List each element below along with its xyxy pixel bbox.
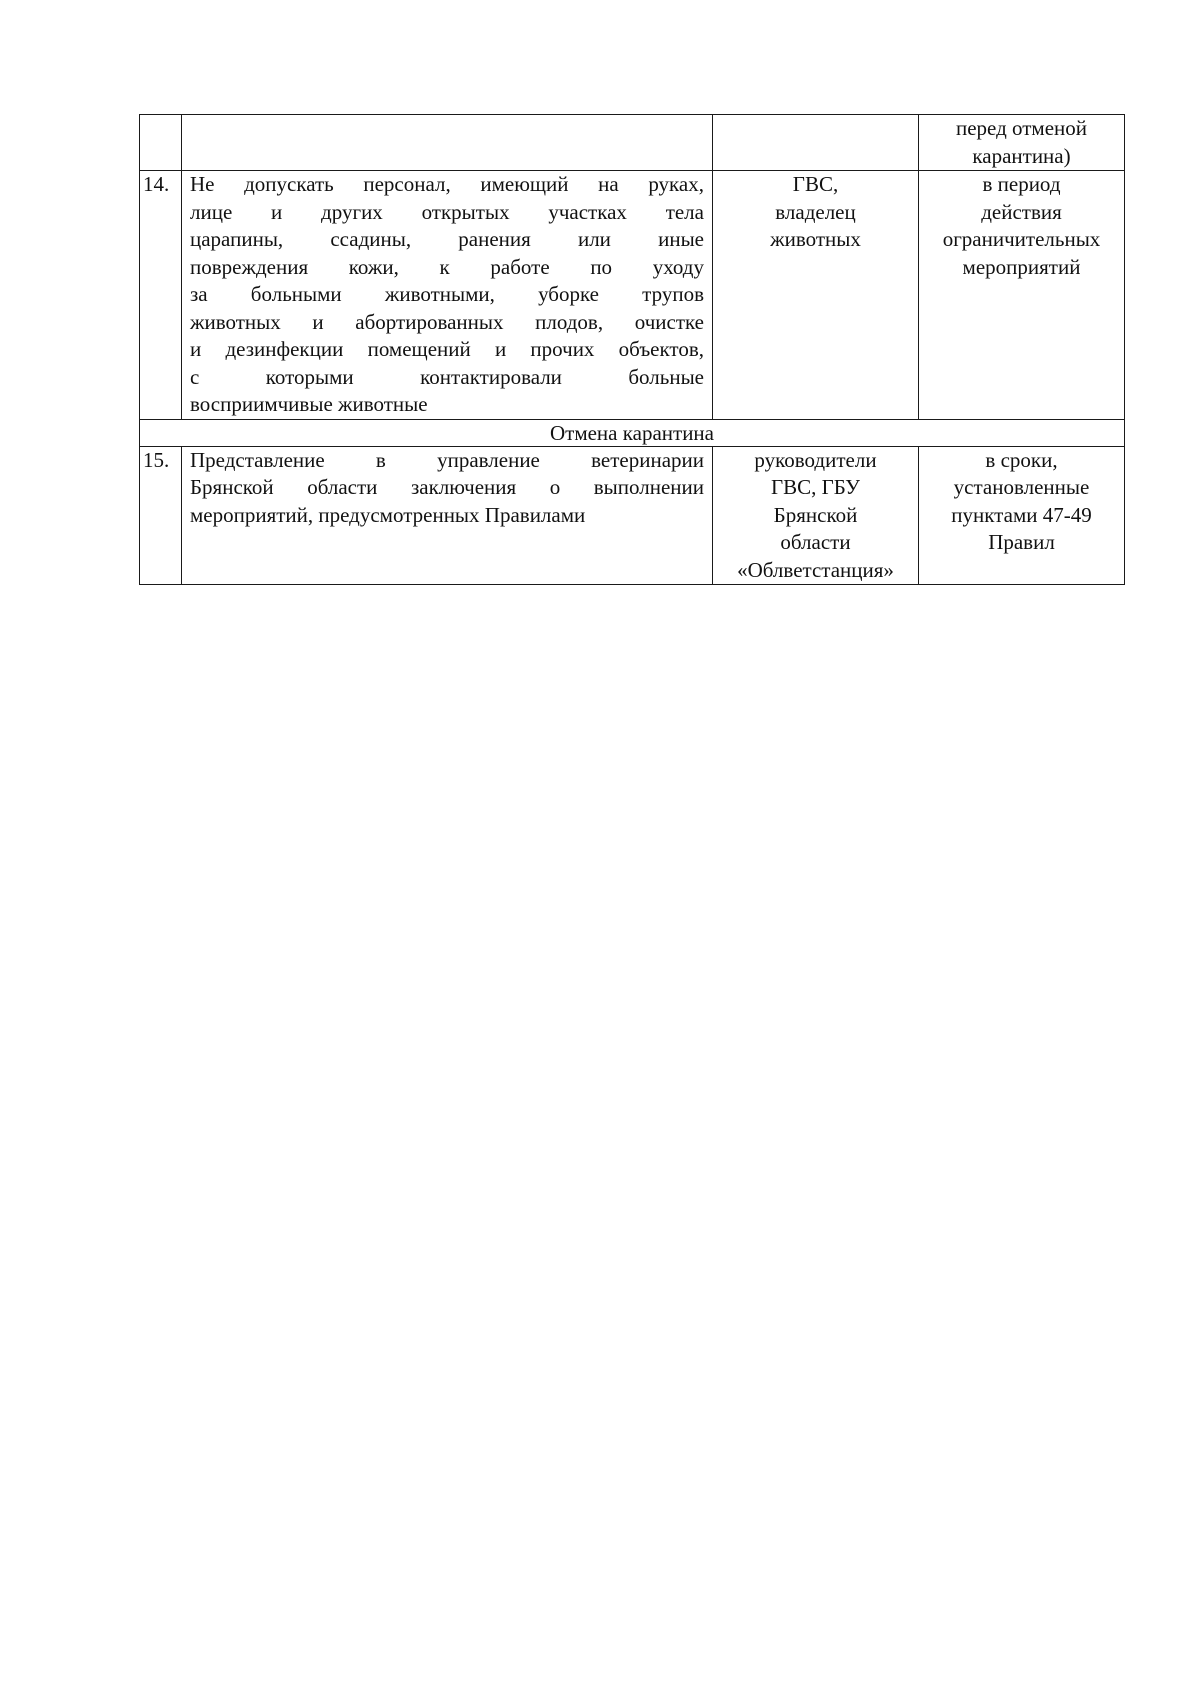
deadline-line: в период	[982, 172, 1061, 196]
deadline-line: карантина)	[972, 143, 1071, 168]
table-row-continuation	[140, 115, 1125, 171]
measure-line: Не допускать персонал, имеющий на руках,	[190, 172, 704, 196]
measures-table	[139, 114, 1125, 585]
measure-line: Представление в управление ветеринарии	[190, 447, 704, 472]
table-row-14	[140, 171, 1125, 420]
row-number	[140, 115, 182, 171]
section-header: Отмена карантина	[140, 419, 1125, 446]
measure-cell	[182, 115, 713, 171]
responsible-line: ГВС,	[792, 172, 839, 196]
responsible-line: животных	[770, 227, 861, 251]
measure-cell	[182, 171, 713, 420]
deadline-line: пунктами 47-49	[951, 502, 1092, 527]
measure-cell	[182, 446, 713, 585]
deadline-line: Правил	[988, 530, 1055, 554]
measure-line: мероприятий, предусмотренных Правилами	[190, 502, 586, 527]
measure-line: восприимчивые животные	[190, 392, 428, 416]
responsible-line: Брянской	[773, 502, 858, 527]
responsible-line: ГВС, ГБУ	[771, 475, 860, 499]
responsible-line: владелец	[775, 199, 856, 224]
deadline-line: мероприятий	[962, 254, 1081, 279]
measure-line: за больными животными, уборке трупов	[190, 282, 704, 306]
deadline-cell	[919, 115, 1125, 171]
deadline-cell	[919, 446, 1125, 585]
measure-line: лице и других открытых участках тела	[190, 199, 704, 224]
responsible-cell	[713, 446, 919, 585]
measure-line: повреждения кожи, к работе по уходу	[190, 254, 704, 279]
table-row-15	[140, 446, 1125, 585]
deadline-line: установленные	[953, 475, 1090, 499]
deadline-line: ограничительных	[942, 227, 1101, 251]
deadline-line: перед отменой	[955, 116, 1088, 140]
responsible-line: руководители	[754, 447, 877, 472]
responsible-cell	[713, 115, 919, 171]
measure-line: Брянской области заключения о выполнении	[190, 475, 704, 499]
measure-line: с которыми контактировали больные	[190, 364, 704, 389]
responsible-line: области	[780, 530, 851, 554]
responsible-cell	[713, 171, 919, 420]
deadline-line: в сроки,	[985, 447, 1058, 472]
deadline-line: действия	[981, 199, 1062, 224]
row-number: 14.	[140, 171, 182, 420]
measure-line: животных и абортированных плодов, очистке	[190, 309, 704, 334]
responsible-line: «Облветстанция»	[737, 557, 894, 582]
measure-line: и дезинфекции помещений и прочих объектов,	[190, 337, 704, 361]
measure-line: царапины, ссадины, ранения или иные	[190, 227, 704, 251]
deadline-cell	[919, 171, 1125, 420]
row-number: 15.	[140, 446, 182, 585]
section-header-row	[140, 419, 1125, 446]
